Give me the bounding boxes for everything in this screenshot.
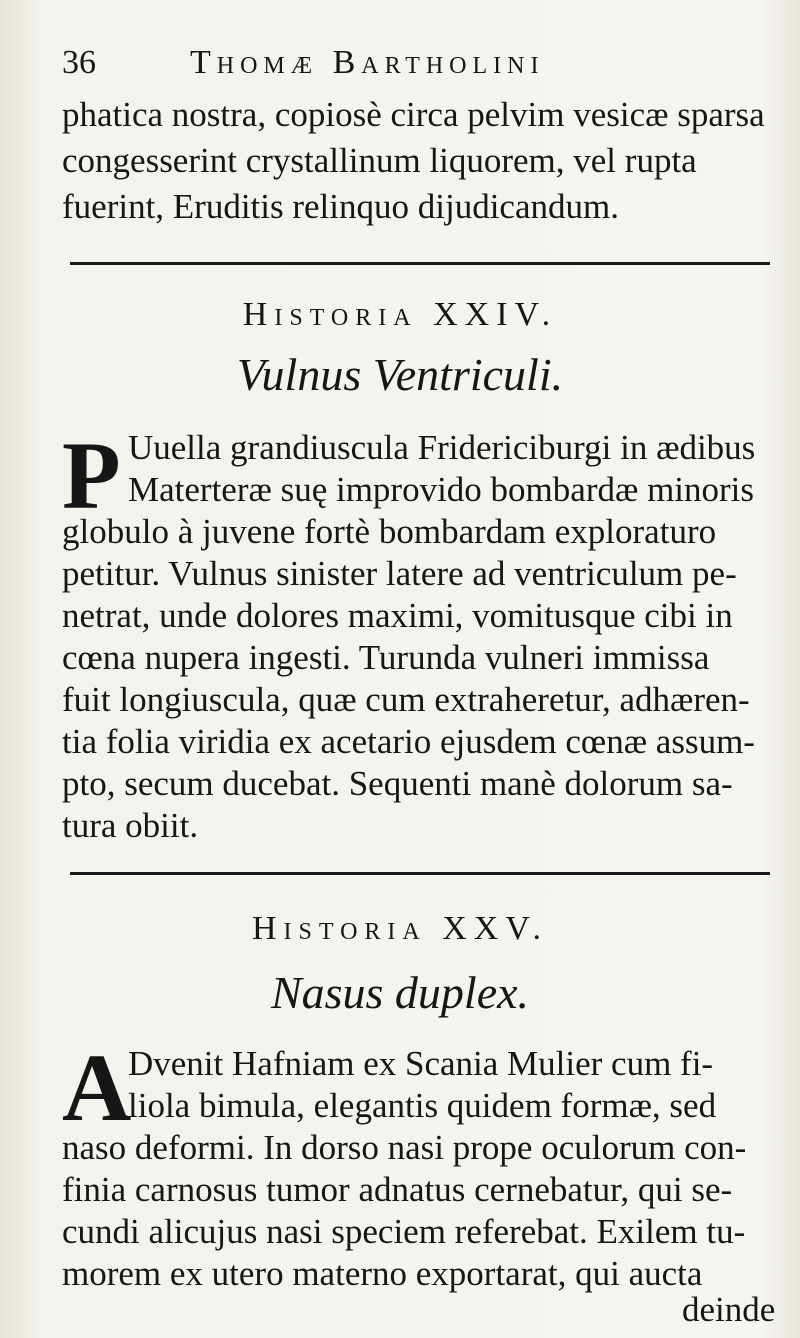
paragraph-line: Materteræ suę improvido bombardæ minoris — [128, 470, 755, 509]
paragraph-line: naso deformi. In dorso nasi prope oculorum con- — [62, 1128, 747, 1167]
continuation-line: fuerint, Eruditis relinquo dijudicandum. — [62, 187, 619, 226]
running-title: Thomæ Bartholini — [190, 44, 545, 81]
paragraph-line: globulo à juvene fortè bombardam exploraturo — [62, 512, 717, 551]
section-divider — [70, 262, 770, 265]
history-24-drop-cap: P — [62, 422, 121, 529]
paragraph-line: Dvenit Hafniam ex Scania Mulier cum fi- — [128, 1044, 714, 1083]
page-number: 36 — [62, 44, 96, 81]
paragraph-line: liola bimula, elegantis quidem formæ, sed — [128, 1086, 717, 1125]
page-header — [62, 46, 722, 86]
history-25-title: Nasus duplex. — [270, 967, 530, 1018]
catchword: deinde — [682, 1290, 776, 1329]
paragraph-line: cœna nupera ingesti. Turunda vulneri immissa — [62, 638, 710, 677]
continuation-line: phatica nostra, copiosè circa pelvim vesicæ sparsa — [62, 95, 765, 134]
history-25-heading: Historia XXV. — [251, 910, 549, 947]
paragraph-line: netrat, unde dolores maximi, vomitusque cibi in — [62, 596, 733, 635]
paragraph-line: tia folia viridia ex acetario ejusdem cœnæ assum- — [62, 722, 755, 761]
paragraph-line: cundi alicujus nasi speciem referebat. Exilem tu- — [62, 1212, 746, 1251]
paragraph-line: morem ex utero materno exportarat, qui aucta — [62, 1254, 703, 1293]
history-24-title: Vulnus Ventriculi. — [236, 349, 564, 400]
paragraph-line: finia carnosus tumor adnatus cernebatur, qui se- — [62, 1170, 733, 1209]
paragraph-line: petitur. Vulnus sinister latere ad ventriculum pe- — [62, 554, 737, 593]
paragraph-line: tura obiit. — [62, 806, 199, 845]
history-25-drop-cap: A — [62, 1034, 132, 1141]
paragraph-line: fuit longiuscula, quæ cum extraheretur, adhæren- — [62, 680, 750, 719]
paragraph-line: Uuella grandiuscula Fridericiburgi in ædibus — [128, 428, 756, 467]
section-divider — [70, 872, 770, 875]
history-24-heading: Historia XXIV. — [242, 296, 558, 333]
continuation-line: congesserint crystallinum liquorem, vel rupta — [62, 141, 697, 180]
paragraph-line: pto, secum ducebat. Sequenti manè dolorum sa- — [62, 764, 733, 803]
